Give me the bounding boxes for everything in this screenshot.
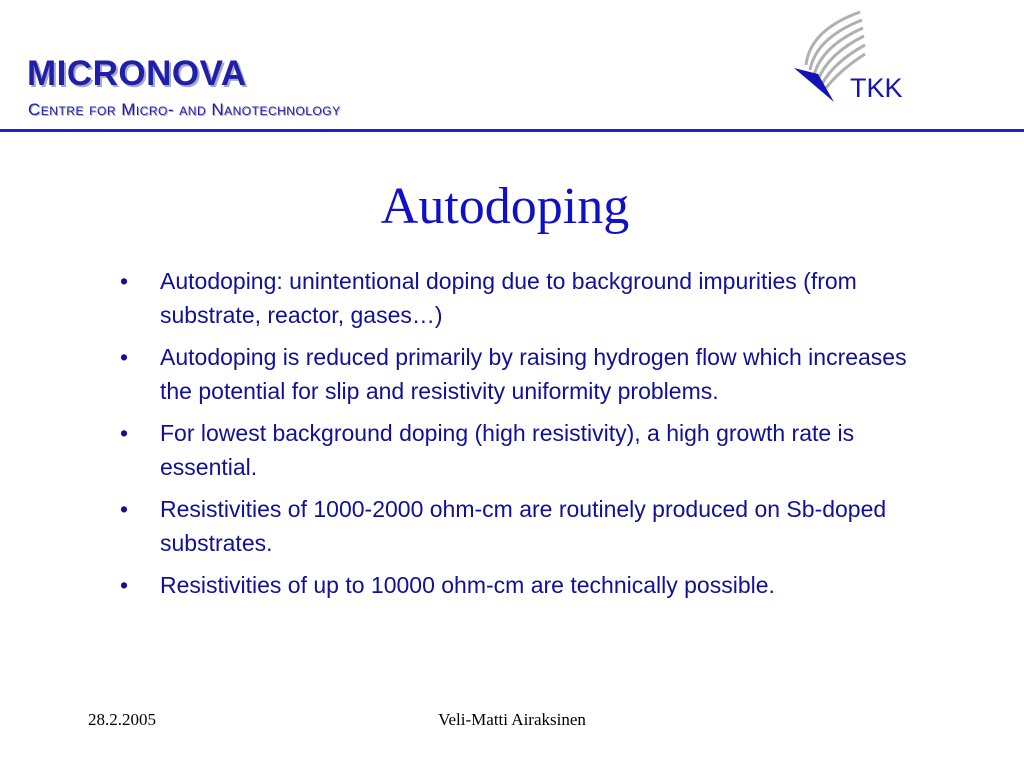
bullet-dot-icon: • (120, 268, 129, 294)
slide-title: Autodoping (380, 178, 630, 235)
bullet-list (118, 264, 908, 610)
bullet-dot-icon: • (120, 572, 129, 598)
bullet-item (118, 492, 908, 560)
micronova-logo-subtitle: Centre for Micro- and Nanotechnology (28, 100, 341, 119)
footer-author: Veli-Matti Airaksinen (438, 710, 586, 729)
bullet-dot-icon: • (120, 496, 129, 522)
bullet-text: Resistivities of up to 10000 ohm-cm are technically possible. (160, 572, 775, 598)
bullet-text: Autodoping: unintentional doping due to background impurities (from substrate, reactor, gases…) (160, 268, 857, 328)
micronova-logo-title: MICRONOVA (27, 54, 247, 93)
bullet-item (118, 264, 908, 332)
footer-date: 28.2.2005 (88, 710, 156, 729)
bullet-item (118, 416, 908, 484)
bullet-text: Resistivities of 1000-2000 ohm-cm are routinely produced on Sb-doped substrates. (160, 496, 887, 556)
bullet-text: Autodoping is reduced primarily by raising hydrogen flow which increases the potential for slip and resistivity uniformity problems. (160, 344, 907, 404)
bullet-dot-icon: • (120, 344, 129, 370)
header-divider (0, 129, 1024, 132)
bullet-text: For lowest background doping (high resistivity), a high growth rate is essential. (160, 420, 855, 480)
tkk-label: TKK (850, 73, 903, 103)
bullet-item (118, 568, 908, 602)
bullet-dot-icon: • (120, 420, 129, 446)
bullet-item (118, 340, 908, 408)
